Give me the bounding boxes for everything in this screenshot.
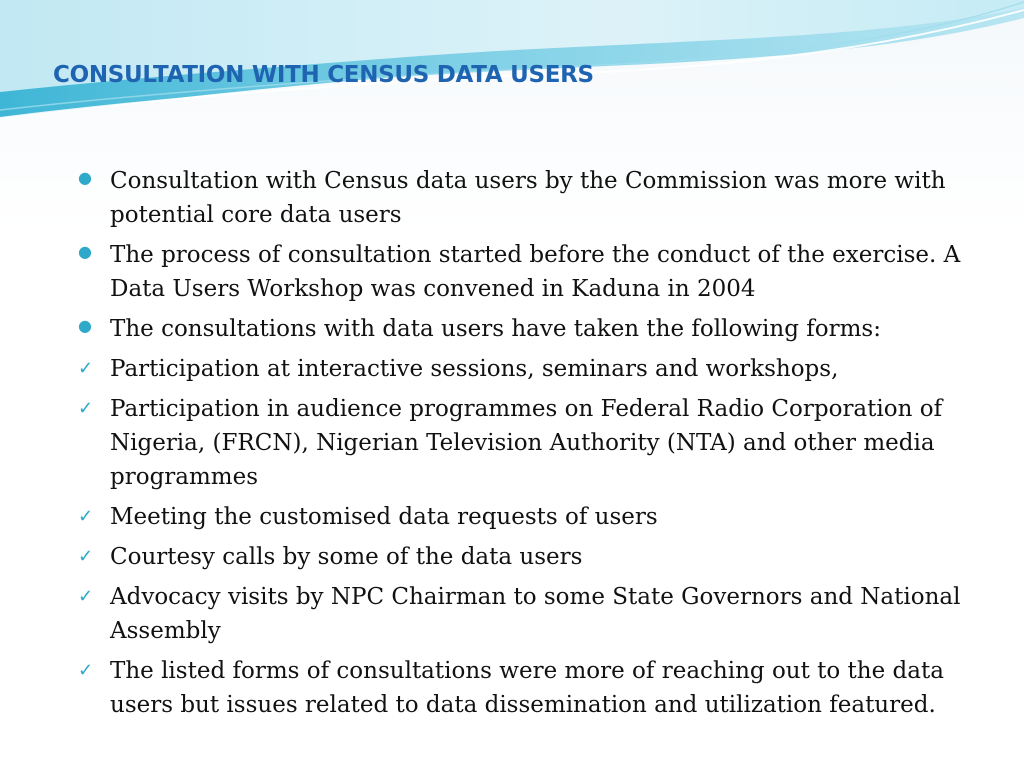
list-item — [78, 540, 988, 574]
checkmark-icon: ✓ — [78, 398, 94, 419]
bullet-dot-icon: ● — [78, 316, 92, 335]
list-item — [78, 500, 988, 534]
list-item-text: Participation in audience programmes on Federal Radio Corporation of Nigeria, (FRCN), Nigerian Television Authority (NTA) and other media programmes — [110, 396, 943, 490]
list-item — [78, 392, 988, 494]
list-item — [78, 312, 988, 346]
slide-title: CONSULTATION WITH CENSUS DATA USERS — [53, 62, 594, 88]
list-item-text: The listed forms of consultations were more of reaching out to the data users but issues related to data dissemination and utilization featured. — [110, 658, 944, 718]
checkmark-icon: ✓ — [78, 506, 94, 527]
list-item — [78, 164, 988, 232]
checkmark-icon: ✓ — [78, 660, 94, 681]
list-item-text: Courtesy calls by some of the data users — [110, 544, 583, 570]
list-item-text: Advocacy visits by NPC Chairman to some State Governors and National Assembly — [110, 584, 961, 644]
checkmark-icon: ✓ — [78, 358, 94, 379]
list-item-text: The process of consultation started before the conduct of the exercise. A Data Users Workshop was convened in Kaduna in 2004 — [110, 242, 961, 302]
list-item-text: The consultations with data users have taken the following forms: — [110, 316, 881, 342]
list-item — [78, 580, 988, 648]
checkmark-icon: ✓ — [78, 586, 94, 607]
list-item — [78, 238, 988, 306]
list-item — [78, 352, 988, 386]
list-item — [78, 654, 988, 722]
checkmark-icon: ✓ — [78, 546, 94, 567]
list-item-text: Participation at interactive sessions, seminars and workshops, — [110, 356, 839, 382]
list-item-text: Meeting the customised data requests of users — [110, 504, 658, 530]
bullet-list — [78, 164, 988, 728]
bullet-dot-icon: ● — [78, 242, 92, 261]
bullet-dot-icon: ● — [78, 168, 92, 187]
list-item-text: Consultation with Census data users by the Commission was more with potential core data users — [110, 168, 946, 228]
